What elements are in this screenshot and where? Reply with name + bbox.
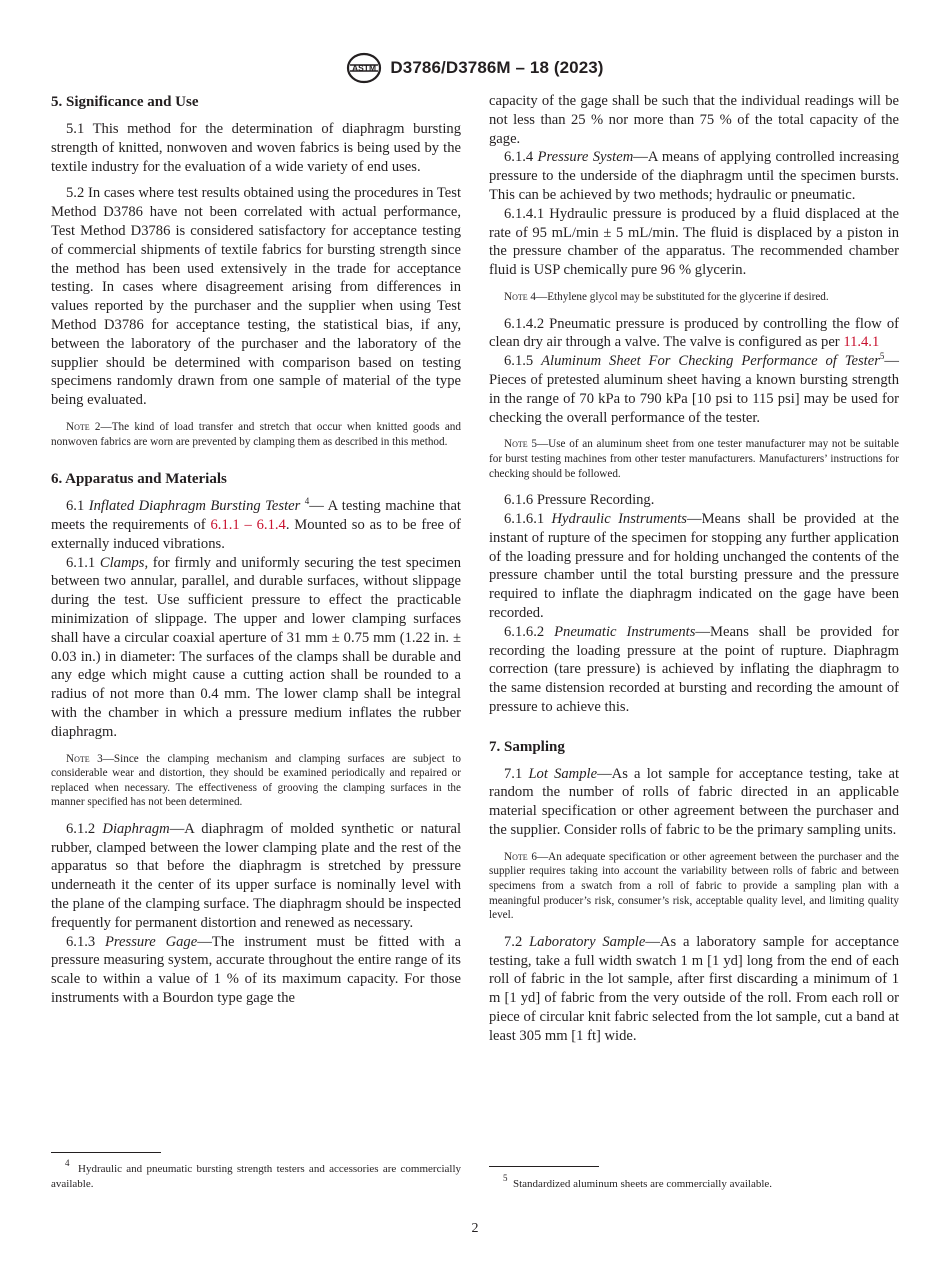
para-6-1-4-2-text: 6.1.4.2 Pneumatic pressure is produced by controlling the flow of clean dry air through a valve. The valve is configured as per [489,315,899,351]
para-6-1-6-2-num: 6.1.6.2 [504,623,555,640]
footnote-rule-right [489,1166,599,1167]
para-6-1-5 [489,352,899,427]
para-6-1-3-term: Pressure Gage [104,933,198,950]
para-5-1: 5.1 This method for the determination of diaphragm bursting strength of knitted, nonwoven and woven fabrics is being used by the textile industry for the evaluation of a wide variety of end uses. [51,121,461,175]
para-6-1-2 [51,820,461,933]
para-7-2-term: Laboratory Sample [529,933,646,950]
note-6-label: Note 6 [504,850,537,863]
para-6-1-5-num: 6.1.5 [504,353,542,370]
footnote-ref-5[interactable]: 5 [879,351,885,362]
para-6-1-4-term: Pressure System [537,149,634,166]
para-6-1-2-num: 6.1.2 [66,820,103,837]
para-6-1-5-term: Aluminum Sheet For Checking Performance of Tester [541,353,880,370]
astm-logo-icon [346,52,382,84]
note-3-text: —Since the clamping mechanism and clamping surfaces are subject to considerable wear and distortion, they should be examined periodically and repaired or replaced when necessary. The effectiveness of grooving the clamping surfaces in the manner specified has not been determined. [51,752,461,809]
footnote-ref-4[interactable]: 4 [304,496,310,507]
para-6-1-6-1 [489,510,899,623]
para-6-1-2-term: Diaphragm [102,820,170,837]
page-number: 2 [471,1221,479,1236]
para-7-2 [489,933,899,1046]
para-6-1-3 [51,933,461,1008]
para-6-1-1-num: 6.1.1 [66,554,100,571]
note-6-text: —An adequate specification or other agreement between the purchaser and the supplier requires taking into account the variability between rolls of fabric and between specimens from a swatch from a roll of fabric to provide a sampling plan with a meaningful producer’s risk, consumer’s risk, acceptable quality level, and limiting quality level. [489,850,899,922]
para-6-1-3-continued: capacity of the gage shall be such that the individual readings will be not less than 25 % nor more than 75 % of the total capacity of the gage. [489,93,899,147]
para-6-1-6-2 [489,623,899,717]
para-7-1 [489,765,899,840]
note-4-text: —Ethylene glycol may be substituted for the glycerine if desired. [536,290,829,303]
para-6-1-3-text: —The instrument must be fitted with a pressure measuring system, accurate throughout the entire range of its scale to within a value of 1 % of its maximum capacity. For those instruments with a Bourdon type gage the [51,933,461,1007]
document-designation: D3786/D3786M – 18 (2023) [390,58,604,77]
para-7-2-num: 7.2 [504,933,530,950]
note-4 [489,290,899,305]
section-7-title: 7. Sampling [489,738,565,755]
logo-text: ASTM [352,63,377,73]
para-6-1-3-num: 6.1.3 [66,933,105,950]
footnote-4 [51,1158,461,1191]
para-6-1-6-1-term: Hydraulic Instruments [551,510,687,527]
footnote-5-number: 5 [503,1173,508,1183]
page-header [0,52,950,84]
note-3 [51,752,461,810]
para-6-1-mid: — A testing machine that meets the requirements of [51,498,461,533]
para-6-1-term: Inflated Diaphragm Bursting Tester [88,498,301,515]
para-6-1-4-2 [489,315,899,353]
para-6-1-4-num: 6.1.4 [504,149,538,166]
footnote-4-number: 4 [65,1158,70,1168]
para-6-1-1-term: Clamps, [99,554,149,571]
para-6-1-6-1-num: 6.1.6.1 [504,510,552,527]
para-6-1-5-text: —Pieces of pretested aluminum sheet having a known bursting strength in the range of 70 kPa to 790 kPa [10 psi to 115 psi] may be used for checking the overall performance of the tester. [489,353,899,426]
section-6-title: 6. Apparatus and Materials [51,471,227,488]
para-6-1-6: 6.1.6 Pressure Recording. [504,492,655,509]
para-6-1-4-1: 6.1.4.1 Hydraulic pressure is produced by a fluid displaced at the rate of 95 mL/min ± 5 mL/min. The fluid is displaced by a piston in the pressure chamber of the apparatus. The recommended chamber fluid is USP chemically pure 96 % glycerin. [489,205,899,279]
note-5-label: Note 5 [504,438,537,451]
note-3-label: Note 3 [66,752,103,765]
link-6-1-1-to-6-1-4[interactable]: 6.1.1 – 6.1.4 [210,516,286,533]
para-7-2-text: —As a laboratory sample for acceptance testing, take a full width swatch 1 m [1 yd] long from the end of each roll of fabric in the lot sample, after first discarding a minimum of 1 m [1 yd] of fabric from the very outside of the roll. From each roll or piece of circular knit fabric selected from the lot sample, cut a band at least 305 mm [1 ft] wide. [489,933,899,1044]
para-6-1 [51,497,461,553]
para-6-1-1 [51,554,461,742]
para-6-1-6-2-term: Pneumatic Instruments [554,623,696,640]
footnote-rule-left [51,1152,161,1153]
para-6-1-6-2-text: —Means shall be provided for recording the loading pressure at the point of rupture. Diaphragm correction (tare pressure) is achieved by inflating the diaphragm to the same distension recorded at bursting and recording the amount of pressure to achieve this. [489,623,900,715]
para-6-1-6-1-text: —Means shall be provided at the instant of rupture of the specimen for stopping any further application of the loading pressure and for holding unchanged the contents of the pressure chamber until the total bursting pressure and the pressure required to inflate the diaphragm indicated on the gage have been recorded. [489,510,899,621]
para-6-1-2-text: —A diaphragm of molded synthetic or natural rubber, clamped between the lower clamping plate and the rest of the apparatus so that before the diaphragm is stretched by pressure underneath it the center of its upper surface is nominally level with the plane of the clamping surface. The diaphragm should be inspected frequently for permanent distortion and renewed as necessary. [51,820,461,931]
para-6-1-num: 6.1 [66,498,89,515]
note-4-label: Note 4 [504,290,537,303]
para-6-1-1-text: for firmly and uniformly securing the test specimen between two annular, parallel, and durable surfaces, without slippage during the test. Use sufficient pressure to effect the practicable minimization of slippage. The upper and lower clamping surfaces shall have a circular coaxial aperture of 31 mm ± 0.75 mm (1.22 in. ± 0.03 in.) in diameter: The surfaces of the clamps shall be durable and any edge which might cause a cutting action shall be rounded to a radius of not more than 0.4 mm. The lower clamp shall be integral with the chamber in which a pressure medium inflates the rubber diaphragm. [51,554,461,740]
footnote-5-text: Standardized aluminum sheets are commercially available. [513,1178,773,1190]
note-6 [489,850,899,923]
footnote-5 [489,1173,899,1192]
note-5-text: —Use of an aluminum sheet from one tester manufacturer may not be suitable for burst testing machines from other tester manufacturers. Manufacturers’ instructions for checking should be followed. [489,438,899,480]
para-5-2: 5.2 In cases where test results obtained using the procedures in Test Method D3786 have not been correlated with actual performance, Test Method D3786 is considered satisfactory for acceptance testing of commercial shipments of textile fabrics for bursting strength since the method has been used extensively in the trade for acceptance testing. In cases where disagreement arising from differences in values reported by the purchaser and the supplier when using Test Method D3786 for acceptance testing, the statistical bias, if any, between the laboratory of the purchaser and the laboratory of the supplier should be determined with comparison based on testing specimens randomly drawn from one sample of material of the type being evaluated. [51,185,461,409]
para-7-1-num: 7.1 [504,765,529,782]
para-6-1-4 [489,148,899,204]
link-11-4-1[interactable]: 11.4.1 [843,334,880,351]
left-column [51,92,461,1008]
section-5-title: 5. Significance and Use [51,94,199,110]
para-6-1-4-text: —A means of applying controlled increasing pressure to the underside of the diaphragm until the specimen bursts. This can be achieved by two methods; hydraulic or pneumatic. [489,149,899,203]
footnote-4-text: Hydraulic and pneumatic bursting strength testers and accessories are commercially available. [51,1163,461,1190]
para-6-1-end: . Mounted so as to be free of externally induced vibrations. [51,516,461,552]
para-7-1-text: —As a lot sample for acceptance testing, take at random the number of rolls of fabric directed in an applicable material specification or other agreement between the purchaser and the supplier. Consider rolls of fabric to be the primary sampling units. [489,765,900,839]
note-2 [51,420,461,449]
note-2-label: Note 2 [66,420,101,433]
right-column [489,92,899,1046]
para-7-1-term: Lot Sample [528,765,598,782]
note-2-text: —The kind of load transfer and stretch that occur when knitted goods and nonwoven fabrics are worn are prevented by clamping them as described in this method. [51,420,461,448]
note-5 [489,437,899,481]
